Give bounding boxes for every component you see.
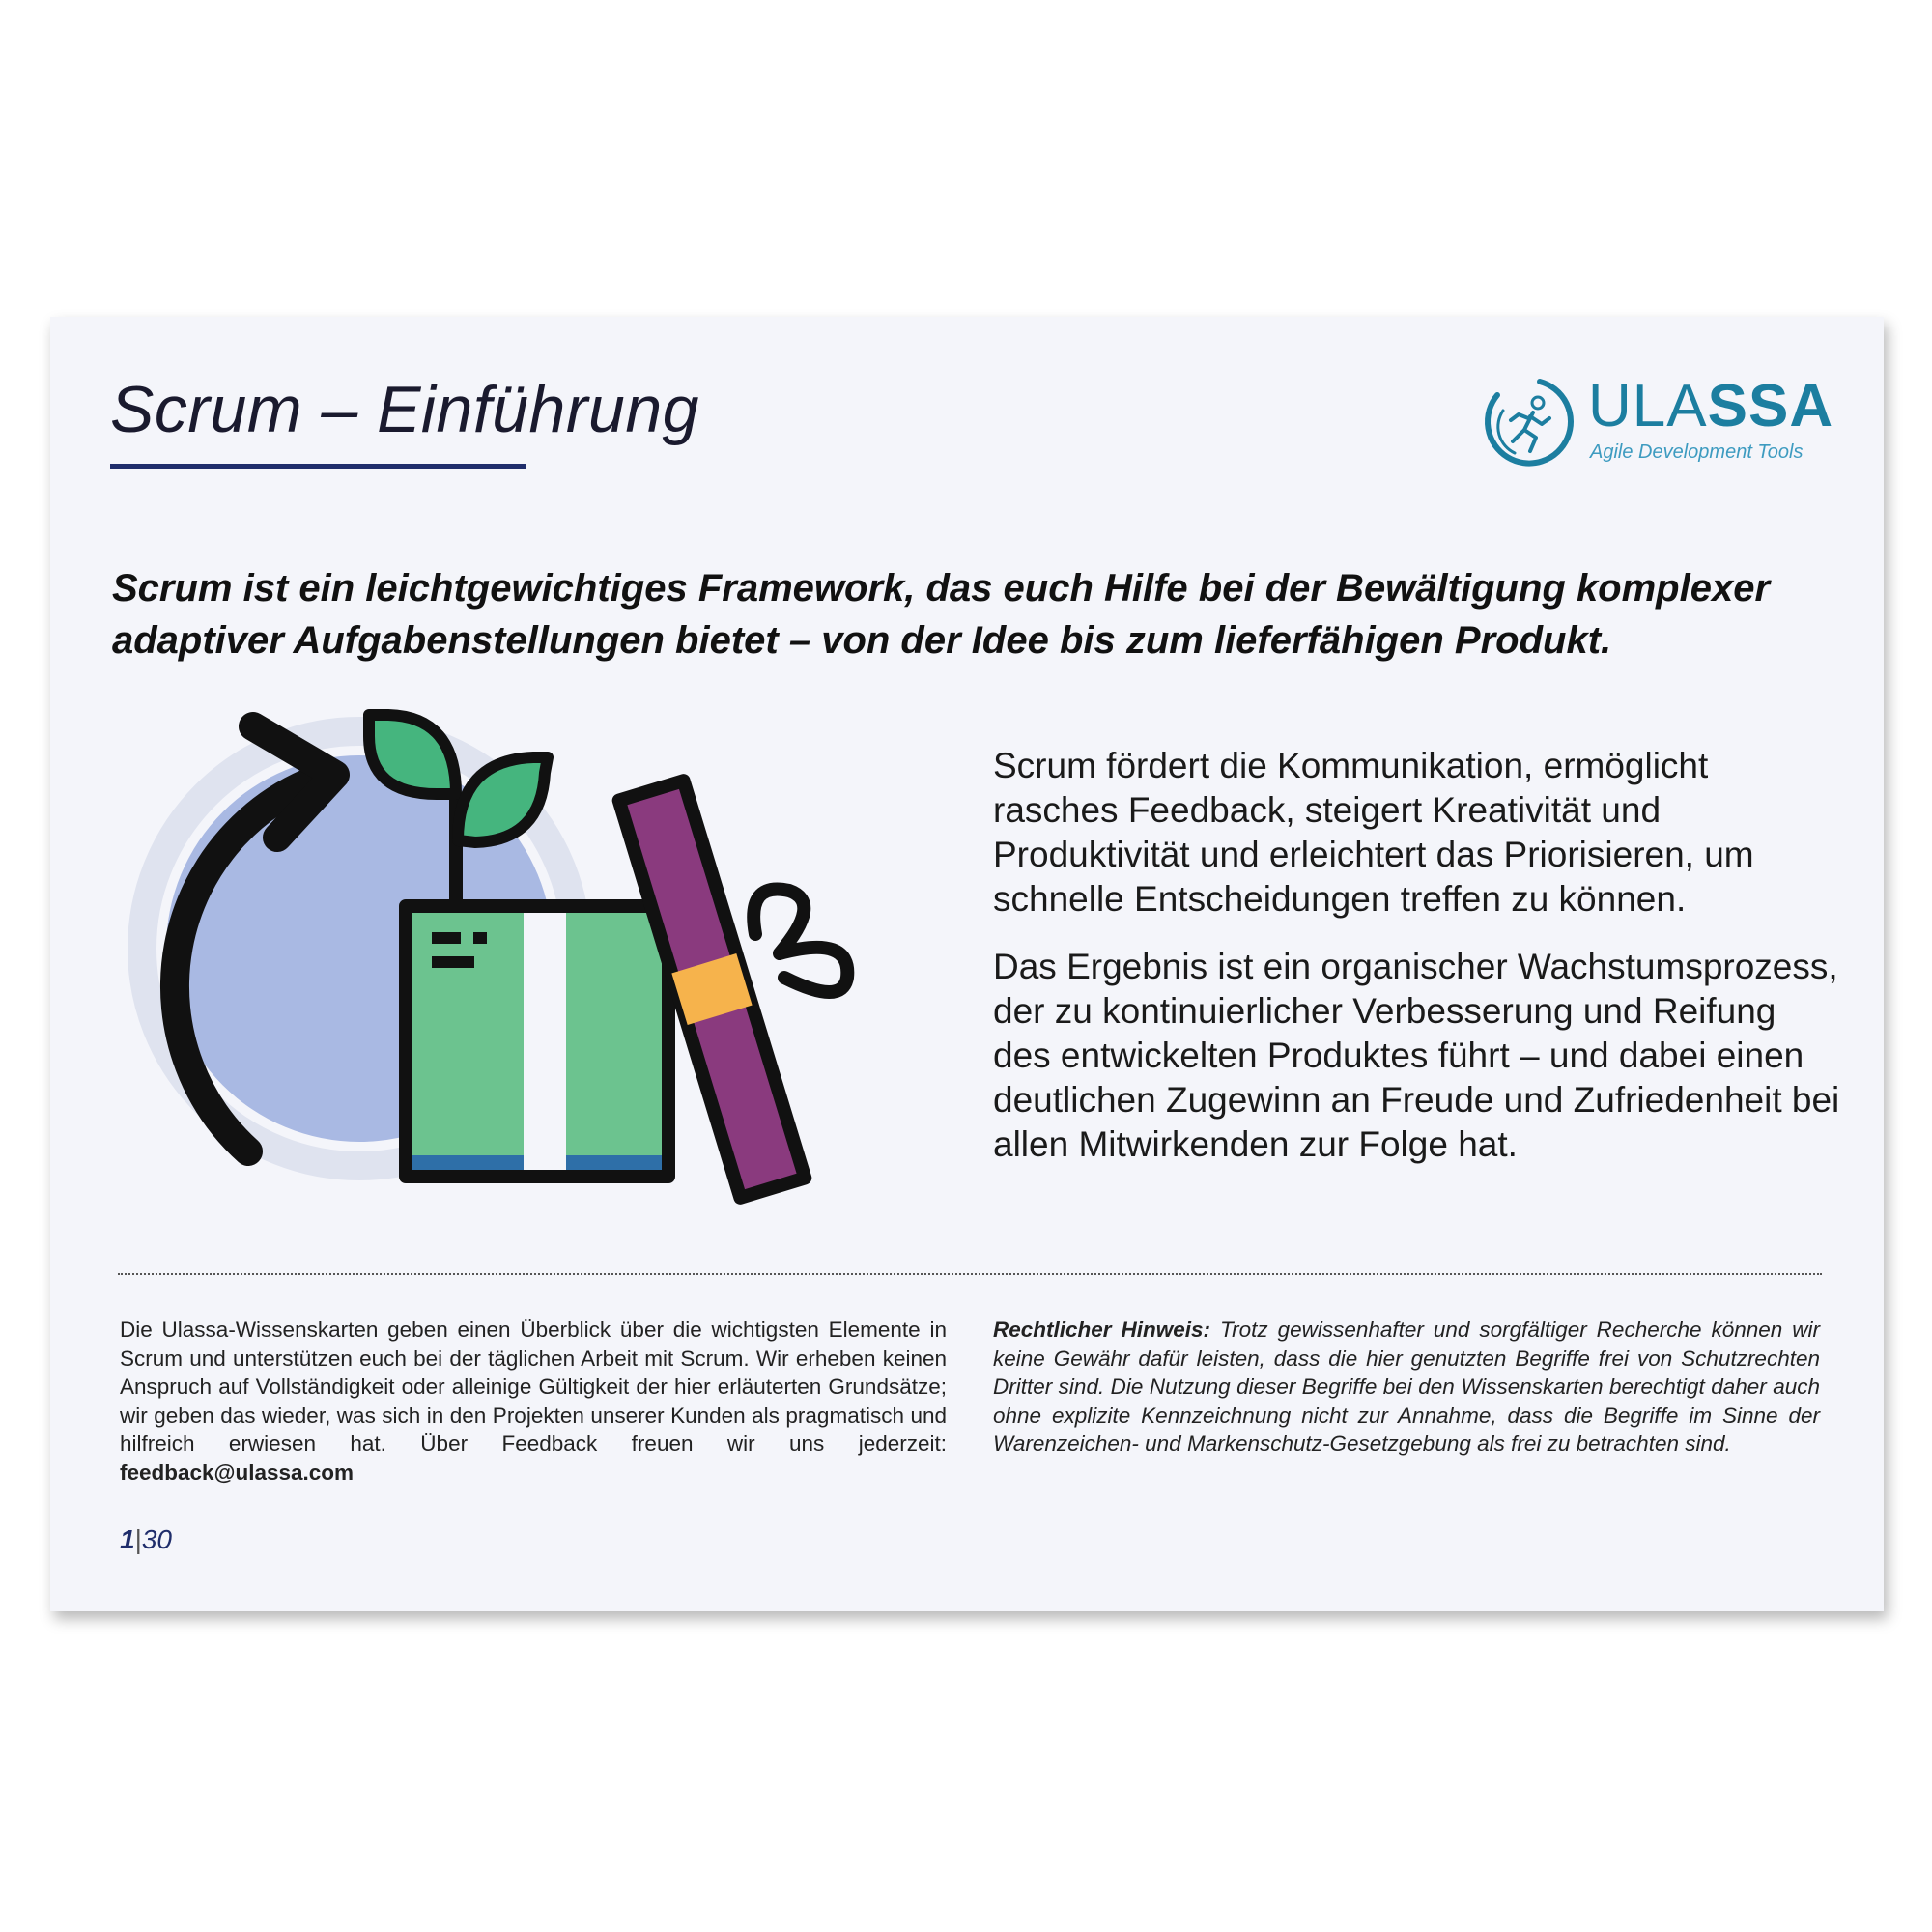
lead-statement: Scrum ist ein leichtgewichtiges Framework, das euch Hilfe bei der Bewältigung komplexer adaptiver Aufgabenstellungen bietet – von der Idee bis zum lieferfähigen Produkt. [112, 567, 1771, 662]
gift-box-icon [406, 906, 668, 1177]
logo-name-light: ULA [1588, 373, 1708, 440]
logo-wordmark [1588, 372, 1833, 440]
paragraph-result: Das Ergebnis ist ein organischer Wachstumsprozess, der zu kontinuierlicher Verbesserung und Reifung des entwickelten Produktes führt – und dabei einen deutlichen Zugewinn an Freude und Zufriedenheit bei allen Mitwirkenden zur Folge hat. [993, 947, 1840, 1164]
paragraph-communication: Scrum fördert die Kommunikation, ermöglicht rasches Feedback, steigert Kreativität und Produktivität und erleichtert das Priorisieren, um schnelle Entscheidungen treffen zu können. [993, 746, 1754, 919]
legal-notice-text: Trotz gewissenhafter und sorgfältiger Recherche können wir keine Gewähr dafür leisten, dass die hier genutzten Begriffe frei von Schutzrechten Dritter sind. Die Nutzung dieser Begriffe bei den Wissenskarten berechtigt daher auch ohne explizite Kennzeichnung nicht zur Annahme, dass die Begriffe im Sinne der Warenzeichen- und Markenschutz-Gesetzgebung als frei zu betrachten sind. [993, 1318, 1821, 1456]
body-text [993, 744, 1843, 1190]
footer-intro-text: Die Ulassa-Wissenskarten geben einen Überblick über die wichtigsten Elemente in Scrum und unterstützen euch bei der täglichen Arbeit mit Scrum. Wir erheben keinen Anspruch auf Vollständigkeit oder alleinige Gültigkeit der hier erläuterten Grundsätze; wir geben das wieder, was sich in den Projekten unserer Kunden als pragmatisch und hilfreich erwiesen hat. Über Feedback freuen wir uns jederzeit: [120, 1318, 947, 1456]
legal-notice-label: Rechtlicher Hinweis: [993, 1318, 1211, 1342]
logo-name-bold: SSA [1707, 373, 1834, 440]
dotted-divider [118, 1273, 1822, 1275]
page-total: 30 [141, 1524, 173, 1554]
logo-tagline: Agile Development Tools [1590, 441, 1804, 463]
page-current: 1 [120, 1524, 135, 1554]
running-person-icon [1480, 374, 1577, 470]
scrum-illustration [108, 697, 958, 1209]
legal-notice [993, 1316, 1820, 1459]
title-underline [110, 464, 526, 469]
feedback-email-link[interactable]: feedback@ulassa.com [120, 1460, 355, 1485]
card-title: Scrum – Einführung [110, 373, 699, 446]
footer-intro [120, 1316, 947, 1487]
ulassa-logo [1480, 372, 1847, 478]
page-separator: | [134, 1524, 142, 1554]
page-indicator [120, 1524, 172, 1555]
